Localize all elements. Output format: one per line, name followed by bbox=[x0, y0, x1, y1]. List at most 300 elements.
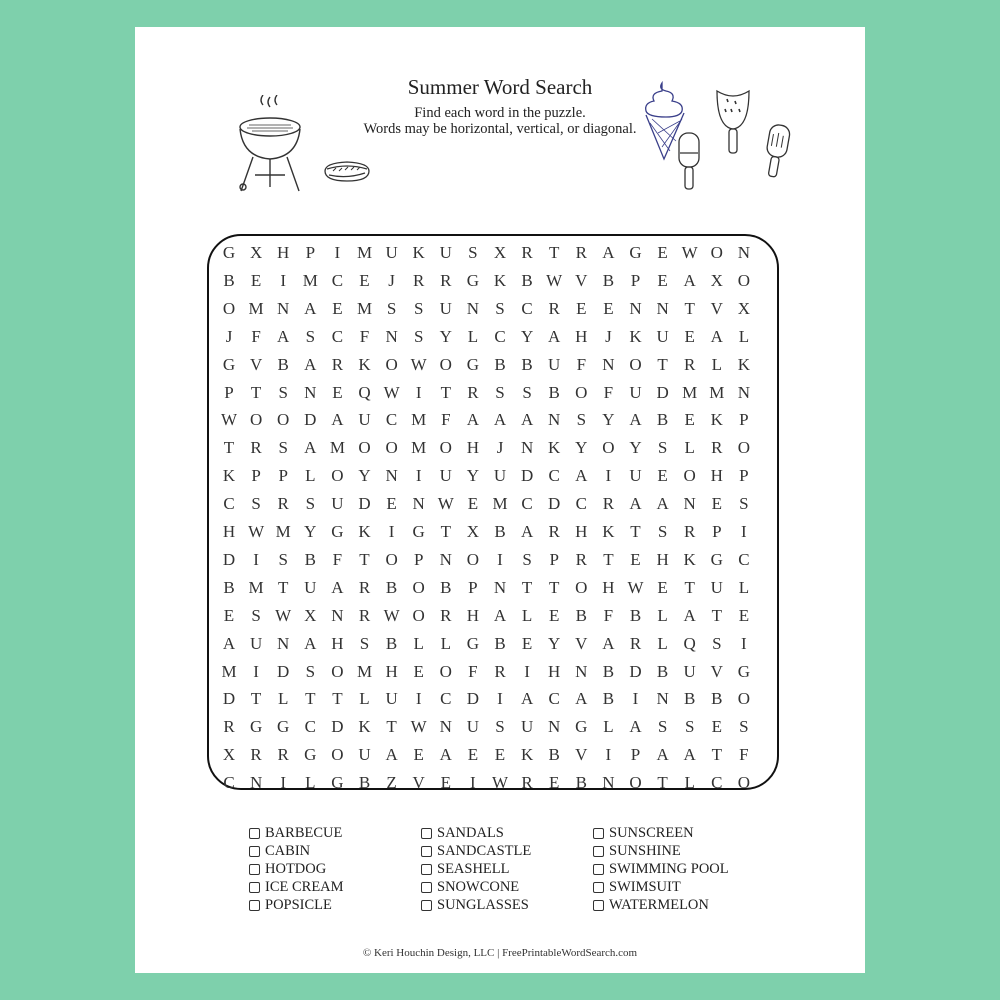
grid-letter: E bbox=[494, 745, 506, 765]
grid-letter: L bbox=[711, 354, 722, 374]
grid-letter: L bbox=[413, 633, 424, 653]
grid-letter: V bbox=[575, 633, 588, 653]
grid-letter: S bbox=[305, 494, 316, 514]
grid-letter: F bbox=[603, 382, 614, 402]
grid-letter: R bbox=[521, 773, 533, 793]
grid-letter: T bbox=[548, 243, 560, 262]
grid-letter: B bbox=[602, 661, 615, 681]
grid-letter: L bbox=[738, 326, 750, 346]
grid-letter: A bbox=[520, 410, 534, 430]
grid-letter: A bbox=[548, 326, 561, 346]
grid-letter: C bbox=[331, 270, 344, 290]
grid-letter: E bbox=[657, 577, 668, 597]
grill-icon bbox=[225, 95, 315, 195]
grid-letter: I bbox=[497, 549, 503, 569]
grid-letter: E bbox=[738, 605, 750, 625]
grid-letter: U bbox=[385, 689, 398, 709]
grid-letter: I bbox=[497, 689, 503, 709]
grid-letter: K bbox=[358, 354, 371, 374]
grid-letter: R bbox=[575, 549, 587, 569]
grid-letter: C bbox=[521, 298, 533, 318]
grid-letter: I bbox=[415, 382, 422, 402]
grid-letter: M bbox=[248, 298, 264, 318]
grid-row bbox=[215, 522, 771, 551]
grid-letter: A bbox=[575, 466, 588, 486]
grid-letter: S bbox=[684, 717, 695, 737]
grid-letter: T bbox=[386, 717, 397, 737]
grid-letter: Y bbox=[439, 326, 452, 346]
grid-letter: E bbox=[684, 326, 695, 346]
grid-letter: A bbox=[656, 494, 669, 514]
grid-letter: T bbox=[440, 382, 451, 402]
grid-letter: M bbox=[302, 270, 318, 290]
word-checkbox[interactable] bbox=[593, 864, 604, 875]
grid-letter: T bbox=[250, 689, 262, 709]
grid-letter: S bbox=[739, 717, 749, 737]
grid-letter: S bbox=[495, 298, 505, 318]
grid-letter: R bbox=[277, 494, 289, 514]
grid-letter: E bbox=[603, 298, 614, 318]
grid-letter: X bbox=[710, 270, 723, 290]
grid-letter: R bbox=[575, 243, 587, 262]
grid-letter: K bbox=[520, 745, 534, 765]
grid-row bbox=[215, 466, 771, 495]
grid-letter: M bbox=[248, 577, 264, 597]
grid-letter: W bbox=[437, 494, 454, 514]
grid-letter: N bbox=[304, 382, 317, 402]
popsicle-icon bbox=[675, 131, 703, 193]
grid-letter: R bbox=[548, 298, 560, 318]
grid-letter: F bbox=[441, 410, 451, 430]
hotdog-icon bbox=[321, 157, 371, 187]
grid-letter: B bbox=[575, 773, 587, 793]
grid-letter: U bbox=[656, 326, 669, 346]
grid-letter: W bbox=[275, 605, 292, 625]
grid-letter: N bbox=[277, 633, 290, 653]
word-checkbox[interactable] bbox=[593, 846, 604, 857]
grid-letter: U bbox=[358, 410, 371, 430]
grid-letter: A bbox=[629, 717, 642, 737]
grid-letter: O bbox=[602, 438, 615, 458]
grid-letter: C bbox=[521, 494, 533, 514]
grid-letter: L bbox=[305, 773, 316, 793]
word-label: SUNSHINE bbox=[609, 842, 681, 859]
grid-letter: K bbox=[493, 270, 507, 290]
page-title: Summer Word Search bbox=[407, 75, 593, 99]
word-checkbox[interactable] bbox=[421, 846, 432, 857]
grid-letter: F bbox=[603, 605, 614, 625]
grid-letter: T bbox=[657, 773, 668, 793]
word-item bbox=[249, 860, 344, 878]
grid-letter: D bbox=[277, 661, 290, 681]
grid-letter: G bbox=[249, 717, 263, 737]
word-item bbox=[249, 842, 344, 860]
grid-letter: W bbox=[383, 605, 400, 625]
grid-letter: N bbox=[656, 298, 669, 318]
grid-letter: I bbox=[280, 270, 287, 290]
grid-letter: E bbox=[332, 382, 343, 402]
grid-letter: O bbox=[629, 773, 642, 793]
grid-letter: E bbox=[223, 605, 235, 625]
grid-letter: O bbox=[439, 438, 452, 458]
grid-letter: F bbox=[739, 745, 749, 765]
grid-letter: O bbox=[439, 661, 452, 681]
grid-letter: U bbox=[439, 243, 452, 262]
grid-letter: S bbox=[657, 522, 668, 541]
grid-letter: O bbox=[358, 438, 371, 458]
grid-letter: B bbox=[656, 661, 669, 681]
grid-letter: C bbox=[385, 410, 398, 430]
grid-letter: S bbox=[522, 382, 532, 402]
grid-letter: U bbox=[331, 494, 344, 514]
grid-letter: O bbox=[575, 577, 588, 597]
grid-letter: T bbox=[657, 354, 668, 374]
grid-letter: N bbox=[493, 577, 507, 597]
grid-letter: B bbox=[358, 773, 371, 793]
grid-letter: P bbox=[278, 466, 288, 486]
grid-row bbox=[215, 327, 771, 356]
grid-letter: A bbox=[602, 633, 615, 653]
grid-letter: I bbox=[388, 522, 395, 541]
grid-letter: L bbox=[305, 466, 316, 486]
grid-letter: G bbox=[575, 717, 588, 737]
grid-letter: G bbox=[466, 354, 480, 374]
grid-letter: G bbox=[277, 717, 290, 737]
grid-letter: B bbox=[440, 577, 452, 597]
grid-letter: X bbox=[222, 745, 236, 765]
grid-row bbox=[215, 355, 771, 384]
grid-letter: H bbox=[710, 466, 723, 486]
grid-letter: S bbox=[413, 298, 424, 318]
grid-letter: A bbox=[439, 745, 452, 765]
instruction-line-2: Words may be horizontal, vertical, or diagonal. bbox=[363, 121, 637, 137]
grid-letter: A bbox=[710, 326, 723, 346]
grid-letter: T bbox=[223, 438, 235, 458]
word-checkbox[interactable] bbox=[593, 828, 604, 839]
grid-letter: R bbox=[331, 354, 344, 374]
grid-letter: S bbox=[576, 410, 587, 430]
grid-letter: G bbox=[466, 270, 480, 290]
grid-letter: B bbox=[304, 549, 316, 569]
grid-letter: E bbox=[250, 270, 262, 290]
grid-letter: R bbox=[358, 577, 371, 597]
word-label: POPSICLE bbox=[265, 896, 332, 913]
grid-letter: A bbox=[331, 410, 344, 430]
grid-letter: S bbox=[305, 326, 316, 346]
grid-letter: C bbox=[440, 689, 452, 709]
grid-letter: A bbox=[575, 689, 588, 709]
grid-letter: A bbox=[385, 745, 398, 765]
grid-letter: D bbox=[466, 689, 480, 709]
grid-row bbox=[215, 773, 771, 802]
grid-letter: P bbox=[630, 270, 641, 290]
grid-letter: N bbox=[737, 382, 751, 402]
grid-letter: L bbox=[738, 577, 750, 597]
grid-letter: T bbox=[684, 577, 695, 597]
grid-row bbox=[215, 606, 771, 635]
word-checkbox[interactable] bbox=[249, 882, 260, 893]
grid-letter: U bbox=[439, 298, 452, 318]
grid-letter: E bbox=[657, 466, 668, 486]
word-label: SWIMMING POOL bbox=[609, 860, 729, 877]
grid-letter: N bbox=[439, 549, 452, 569]
grid-letter: O bbox=[412, 605, 425, 625]
grid-row bbox=[215, 578, 771, 607]
grid-letter: K bbox=[683, 549, 696, 569]
grid-letter: G bbox=[466, 633, 480, 653]
grid-letter: R bbox=[684, 354, 696, 374]
grid-letter: O bbox=[277, 410, 290, 430]
word-checkbox[interactable] bbox=[249, 900, 260, 911]
word-checkbox[interactable] bbox=[249, 864, 260, 875]
grid-letter: Y bbox=[520, 326, 534, 346]
word-checkbox[interactable] bbox=[421, 882, 432, 893]
grid-letter: L bbox=[359, 689, 370, 709]
grid-letter: P bbox=[712, 522, 722, 541]
word-checkbox[interactable] bbox=[249, 846, 260, 857]
grid-letter: G bbox=[737, 661, 751, 681]
grid-letter: B bbox=[656, 410, 669, 430]
grid-letter: A bbox=[629, 410, 642, 430]
grid-letter: M bbox=[356, 661, 373, 681]
grid-letter: O bbox=[710, 243, 723, 262]
grid-letter: W bbox=[248, 522, 265, 541]
grid-letter: E bbox=[413, 745, 424, 765]
grid-letter: H bbox=[385, 661, 398, 681]
grid-letter: T bbox=[359, 549, 370, 569]
grid-letter: W bbox=[410, 354, 427, 374]
grid-letter: I bbox=[470, 773, 476, 793]
grid-letter: Y bbox=[358, 466, 371, 486]
grid-letter: V bbox=[710, 661, 723, 681]
grid-letter: S bbox=[739, 494, 749, 514]
grid-letter: S bbox=[495, 382, 505, 402]
grid-letter: T bbox=[250, 382, 262, 402]
grid-letter: N bbox=[602, 354, 615, 374]
grid-letter: A bbox=[683, 605, 696, 625]
grid-letter: E bbox=[684, 410, 695, 430]
grid-letter: C bbox=[711, 773, 723, 793]
grid-letter: P bbox=[549, 549, 559, 569]
grid-letter: C bbox=[548, 689, 560, 709]
grid-letter: L bbox=[657, 605, 668, 625]
grid-letter: C bbox=[223, 494, 235, 514]
word-checkbox[interactable] bbox=[593, 882, 604, 893]
grid-letter: E bbox=[521, 633, 533, 653]
grid-letter: S bbox=[522, 549, 532, 569]
grid-letter: O bbox=[249, 410, 263, 430]
grid-letter: S bbox=[468, 243, 478, 262]
watermelon-popsicle-icon bbox=[713, 85, 753, 157]
grid-letter: K bbox=[358, 522, 371, 541]
grid-letter: H bbox=[277, 243, 290, 262]
grid-letter: O bbox=[412, 577, 425, 597]
grid-letter: P bbox=[468, 577, 478, 597]
grid-letter: D bbox=[222, 689, 236, 709]
grid-letter: N bbox=[385, 326, 398, 346]
grid-letter: G bbox=[304, 745, 317, 765]
grid-letter: N bbox=[412, 494, 425, 514]
grid-letter: T bbox=[711, 605, 722, 625]
grid-letter: G bbox=[331, 522, 344, 541]
grid-letter: J bbox=[388, 270, 395, 290]
grid-letter: J bbox=[496, 438, 504, 458]
grid-letter: S bbox=[278, 549, 288, 569]
grid-letter: Q bbox=[683, 633, 696, 653]
grid-letter: T bbox=[603, 549, 614, 569]
grid-letter: L bbox=[440, 633, 451, 653]
grid-letter: O bbox=[737, 773, 751, 793]
grid-letter: N bbox=[439, 717, 452, 737]
grid-letter: B bbox=[684, 689, 696, 709]
word-checkbox[interactable] bbox=[421, 828, 432, 839]
grid-letter: T bbox=[332, 689, 343, 709]
grid-letter: L bbox=[521, 605, 533, 625]
grid-letter: R bbox=[684, 522, 696, 541]
grid-letter: D bbox=[548, 494, 561, 514]
grid-letter: I bbox=[253, 549, 259, 569]
grid-letter: E bbox=[711, 717, 722, 737]
grid-letter: K bbox=[222, 466, 236, 486]
grid-letter: Z bbox=[386, 773, 397, 793]
grid-letter: D bbox=[222, 549, 236, 569]
grid-letter: S bbox=[495, 717, 505, 737]
word-list-column bbox=[249, 824, 344, 914]
word-label: SANDALS bbox=[437, 824, 504, 841]
grid-row bbox=[215, 494, 771, 523]
grid-letter: B bbox=[521, 270, 533, 290]
grid-letter: R bbox=[250, 438, 262, 458]
word-item bbox=[421, 896, 531, 914]
grid-row bbox=[215, 383, 771, 412]
grid-letter: K bbox=[412, 243, 425, 262]
grid-letter: T bbox=[521, 577, 533, 597]
grid-letter: H bbox=[656, 549, 669, 569]
letter-grid bbox=[215, 219, 771, 793]
grid-letter: F bbox=[251, 326, 261, 346]
grid-letter: X bbox=[737, 298, 751, 318]
worksheet-page bbox=[135, 27, 865, 973]
grid-letter: S bbox=[386, 298, 397, 318]
grid-letter: B bbox=[602, 689, 615, 709]
grid-row bbox=[215, 550, 771, 579]
grid-letter: E bbox=[467, 494, 479, 514]
grid-letter: N bbox=[575, 661, 588, 681]
grid-letter: H bbox=[575, 326, 588, 346]
grid-letter: B bbox=[711, 689, 723, 709]
grid-letter: R bbox=[277, 745, 289, 765]
word-label: SUNSCREEN bbox=[609, 824, 694, 841]
grid-letter: D bbox=[656, 382, 669, 402]
word-list-column bbox=[421, 824, 531, 914]
word-list bbox=[135, 824, 865, 924]
grid-letter: K bbox=[629, 326, 642, 346]
grid-letter: U bbox=[493, 466, 507, 486]
grid-letter: S bbox=[657, 717, 668, 737]
grid-letter: S bbox=[413, 326, 424, 346]
grid-letter: M bbox=[709, 382, 725, 402]
grid-letter: I bbox=[280, 773, 287, 793]
grid-letter: B bbox=[494, 354, 506, 374]
grid-letter: N bbox=[466, 298, 480, 318]
word-item bbox=[593, 896, 729, 914]
grid-letter: G bbox=[222, 243, 236, 262]
grid-letter: A bbox=[683, 270, 696, 290]
grid-letter: R bbox=[413, 270, 425, 290]
grid-row bbox=[215, 634, 771, 663]
grid-letter: N bbox=[331, 605, 344, 625]
grid-letter: D bbox=[358, 494, 371, 514]
grid-letter: P bbox=[224, 382, 234, 402]
grid-letter: E bbox=[711, 494, 722, 514]
grid-letter: M bbox=[492, 494, 508, 514]
word-checkbox[interactable] bbox=[593, 900, 604, 911]
grid-letter: N bbox=[520, 438, 534, 458]
grid-letter: Y bbox=[466, 466, 480, 486]
grid-letter: H bbox=[331, 633, 344, 653]
word-label: SNOWCONE bbox=[437, 878, 520, 895]
grid-letter: R bbox=[629, 633, 642, 653]
grid-letter: T bbox=[630, 522, 641, 541]
grid-letter: B bbox=[494, 522, 506, 541]
grid-letter: O bbox=[737, 689, 751, 709]
grid-letter: E bbox=[386, 494, 397, 514]
word-item bbox=[421, 842, 531, 860]
grid-letter: V bbox=[575, 745, 588, 765]
grid-letter: K bbox=[358, 717, 371, 737]
grid-letter: I bbox=[605, 745, 612, 765]
grid-letter: W bbox=[681, 243, 698, 262]
grid-letter: N bbox=[737, 243, 751, 262]
grid-letter: O bbox=[385, 354, 398, 374]
grid-letter: U bbox=[466, 717, 480, 737]
grid-letter: E bbox=[440, 773, 451, 793]
grid-letter: O bbox=[683, 466, 696, 486]
word-item bbox=[593, 860, 729, 878]
word-item bbox=[593, 878, 729, 896]
copyright-footer: © Keri Houchin Design, LLC | FreePrintableWordSearch.com bbox=[362, 947, 638, 959]
grid-letter: O bbox=[331, 661, 344, 681]
grid-letter: N bbox=[629, 298, 642, 318]
grid-letter: L bbox=[657, 633, 668, 653]
grid-letter: E bbox=[657, 243, 668, 262]
grid-letter: T bbox=[305, 689, 316, 709]
grid-letter: D bbox=[304, 410, 317, 430]
grid-letter: D bbox=[520, 466, 534, 486]
grid-letter: Y bbox=[602, 410, 615, 430]
word-checkbox[interactable] bbox=[421, 864, 432, 875]
grid-letter: R bbox=[521, 243, 533, 262]
word-item bbox=[593, 824, 729, 842]
grid-letter: U bbox=[710, 577, 723, 597]
grid-letter: N bbox=[548, 410, 561, 430]
grid-letter: L bbox=[603, 717, 614, 737]
word-checkbox[interactable] bbox=[421, 900, 432, 911]
grid-letter: W bbox=[491, 773, 509, 793]
grid-letter: Q bbox=[358, 382, 371, 402]
grid-letter: A bbox=[304, 298, 317, 318]
grid-row bbox=[215, 438, 771, 467]
grid-letter: N bbox=[683, 494, 696, 514]
grid-row bbox=[215, 662, 771, 691]
word-checkbox[interactable] bbox=[249, 828, 260, 839]
grid-letter: W bbox=[220, 410, 238, 430]
grid-letter: O bbox=[737, 438, 751, 458]
grid-letter: B bbox=[575, 605, 587, 625]
grid-letter: R bbox=[467, 382, 479, 402]
grid-letter: S bbox=[305, 661, 316, 681]
word-label: BARBECUE bbox=[265, 824, 343, 841]
